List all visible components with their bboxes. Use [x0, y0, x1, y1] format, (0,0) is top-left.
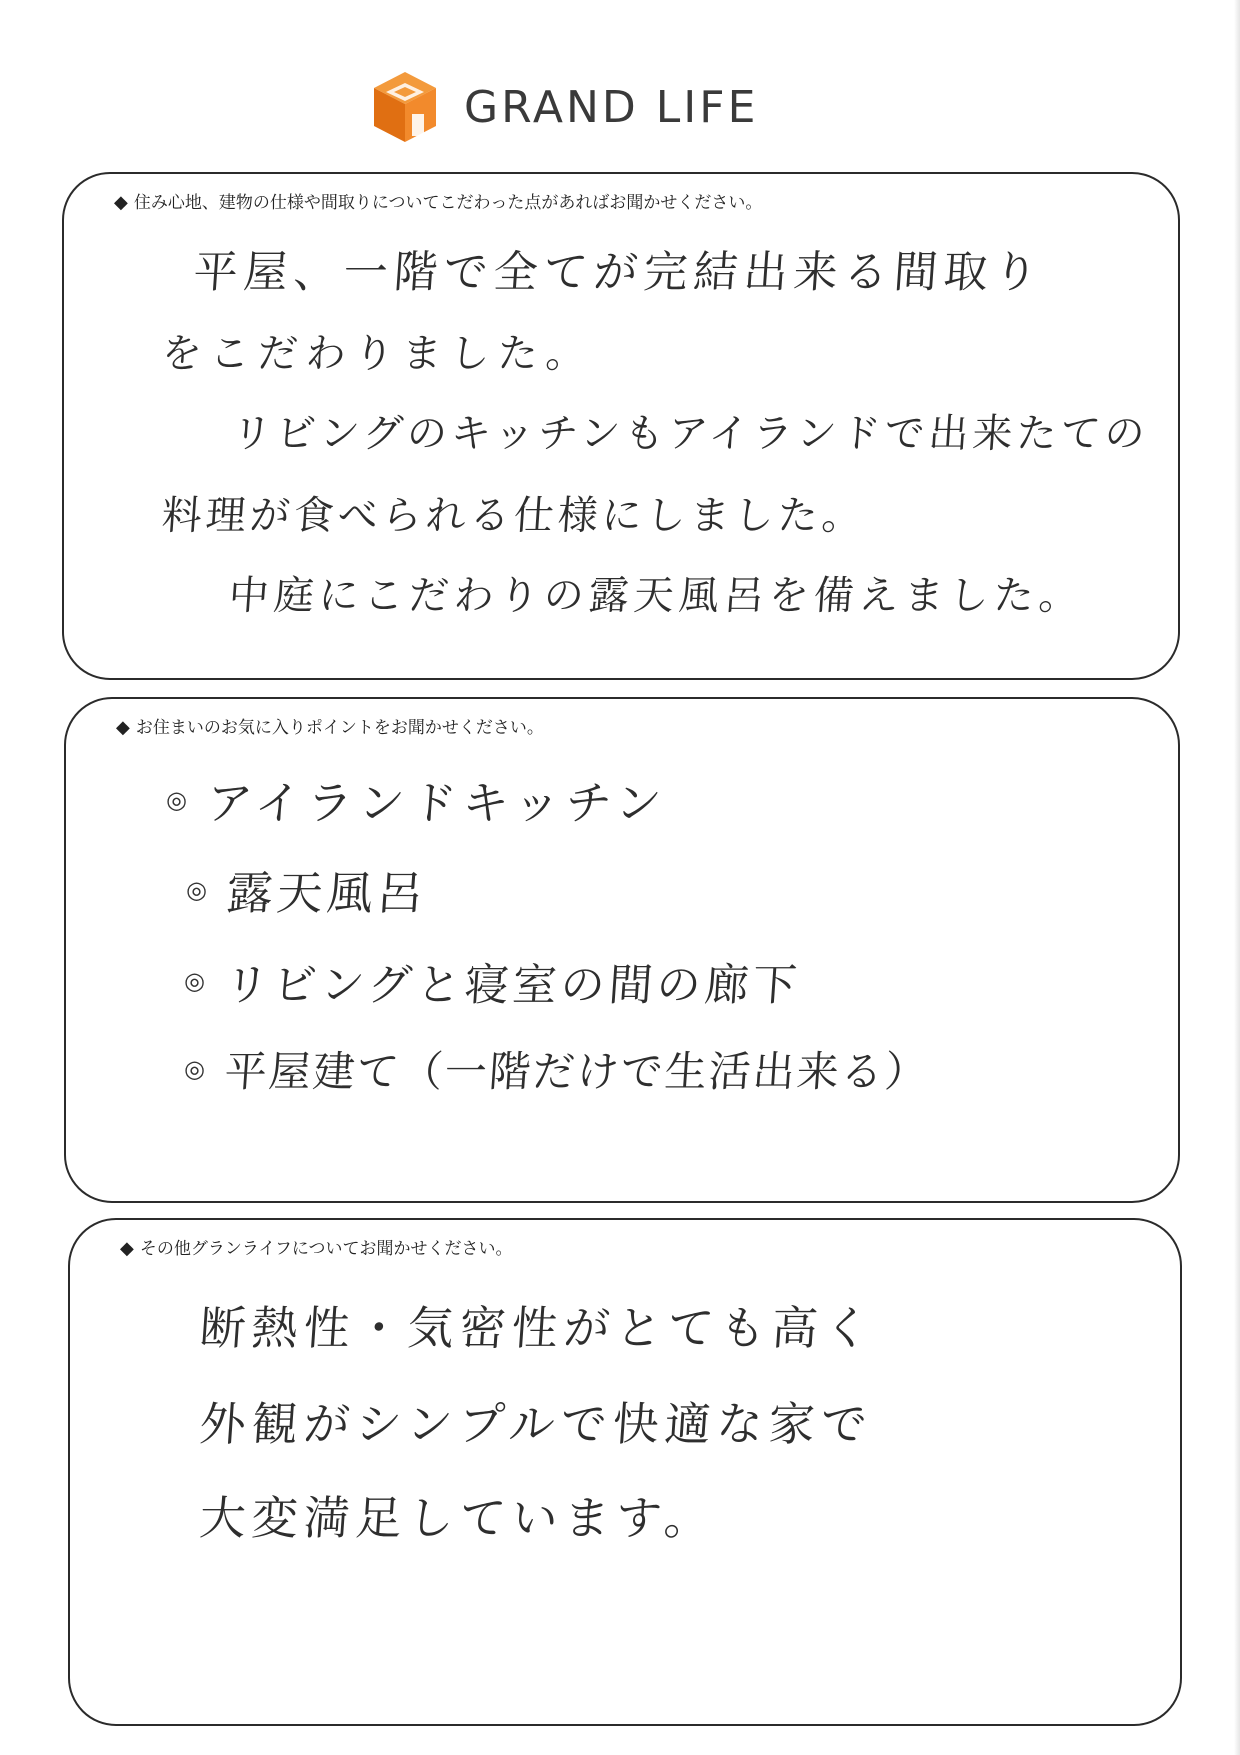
list-item — [186, 857, 427, 923]
brand-header — [372, 70, 758, 144]
question-heading — [120, 1234, 512, 1259]
double-circle-bullet-icon: ◎ — [184, 967, 205, 995]
diamond-bullet-icon: ◆ — [114, 192, 128, 213]
list-item-text: 平屋建て（一階だけで生活出来る） — [223, 1047, 931, 1096]
answer-line: をこだわりました。 — [160, 331, 596, 377]
question-text: 住み心地、建物の仕様や間取りについてこだわった点があればお聞かせください。 — [133, 193, 763, 213]
section-build-preferences — [62, 172, 1180, 680]
section-other-comments — [68, 1218, 1182, 1726]
answer-line: 料理が食べられる仕様にしました。 — [160, 493, 868, 539]
section-favorite-points — [64, 697, 1180, 1203]
brand-name: GRAND LIFE — [464, 81, 759, 133]
question-text: お住まいのお気に入りポイントをお聞かせください。 — [135, 718, 544, 738]
answer-line: 平屋、一階で全てが完結出来る間取り — [191, 247, 1046, 298]
question-heading — [116, 713, 544, 738]
list-item — [166, 767, 668, 833]
list-item-text: 露天風呂 — [224, 866, 429, 920]
double-circle-bullet-icon: ◎ — [186, 876, 207, 904]
diamond-bullet-icon: ◆ — [120, 1238, 134, 1259]
list-item-text: アイランドキッチン — [204, 776, 670, 830]
answer-line: 大変満足しています。 — [197, 1491, 719, 1545]
question-text: その他グランライフについてお聞かせください。 — [139, 1239, 513, 1259]
answer-line: 中庭にこだわりの露天風呂を備えました。 — [227, 573, 1086, 619]
answer-line: 断熱性・気密性がとても高く — [197, 1301, 878, 1355]
diamond-bullet-icon: ◆ — [116, 717, 130, 738]
question-heading — [114, 188, 762, 213]
list-item-text: リビングと寝室の間の廊下 — [222, 960, 803, 1011]
double-circle-bullet-icon: ◎ — [184, 1055, 205, 1083]
page-edge-shadow — [1234, 0, 1240, 1755]
double-circle-bullet-icon: ◎ — [166, 786, 187, 814]
grand-life-logo-icon — [372, 70, 438, 144]
list-item — [184, 949, 801, 1013]
list-item — [184, 1039, 929, 1099]
answer-line: 外観がシンプルで快適な家で — [197, 1397, 875, 1451]
answer-line: リビングのキッチンもアイランドで出来たての — [230, 411, 1151, 457]
